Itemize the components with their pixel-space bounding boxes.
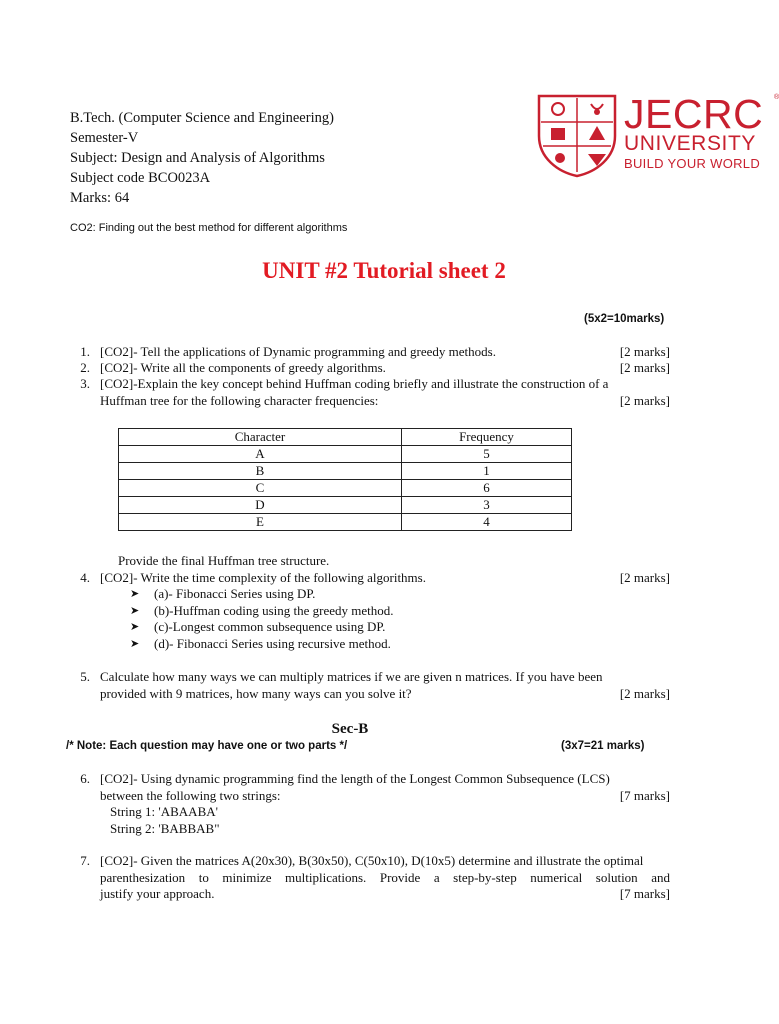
character-cell: C bbox=[119, 480, 402, 497]
string-2: String 2: 'BABBAB" bbox=[110, 820, 220, 836]
question-text-line-2: provided with 9 matrices, how many ways can you solve it? bbox=[100, 685, 412, 701]
question-text-line-1: [CO2]-Explain the key concept behind Huffman coding briefly and illustrate the construction of a bbox=[100, 376, 609, 391]
character-cell: A bbox=[119, 446, 402, 463]
arrow-bullet-icon: ➤ bbox=[130, 637, 140, 650]
arrow-bullet-icon: ➤ bbox=[130, 621, 140, 633]
question-number: 7. bbox=[80, 853, 90, 868]
subject-code: Subject code BCO023A bbox=[70, 170, 211, 186]
semester: Semester-V bbox=[70, 130, 139, 146]
frequency-cell: 3 bbox=[402, 497, 572, 514]
lcs-strings bbox=[110, 804, 220, 837]
page-title: UNIT #2 Tutorial sheet 2 bbox=[262, 258, 506, 283]
subject: Subject: Design and Analysis of Algorithms bbox=[70, 150, 325, 166]
question-number: 3. bbox=[80, 376, 90, 391]
column-header-frequency: Frequency bbox=[402, 429, 572, 446]
frequency-cell: 6 bbox=[402, 480, 572, 497]
question-marks: [2 marks] bbox=[619, 570, 670, 585]
tutorial-sheet-page: B.Tech. (Computer Science and Engineering) Semester-V Subject: Design and Analysis of Algorithms Subject code BCO023A Marks: 64 JECRC ® UNIVERSITY BUILD YOUR WORLD CO2: Finding out the best method for different algorithms UNIT #2 Tutorial sheet 2 (5x2=10marks) 1. [CO2]- Tell the applications of Dynamic programming and greedy methods. [2 marks] 2. [CO2]- Write all the components of greedy algorithms. [2 marks] 3. [CO2]-Explain the key concept behind Huffman coding briefly and illustrate the construction of a Huffman tree for the following character frequencies: [2 marks] Character Frequency A 5 B 1 C 6 D 3 E 4 Provide the final Huffman tree structure. 4. [CO2]- Write the time complexity of the following algorithms. [2 marks] ➤ (a)- Fibonacci Series using DP. ➤ (b)-Huffman coding using the greedy method. ➤ (c)-Longest common subsequence using DP. ➤ (d)- Fibonacci Series using recursive method. 5. Calculate how many ways we can multiply matrices if we are given n matrices. If you have been provided with 9 matrices, how many ways can you solve it? [2 marks] Sec-B /* Note: Each question may have one or two parts */ (3x7=21 marks) 6. [CO2]- Using dynamic programming find the length of the Longest Common Subsequence (LCS) between the following two strings: [7 marks] String 1: 'ABAABA' String 2: 'BABBAB" 7. [CO2]- Given the matrices A(20x30), B(30x50), C(50x10), D(10x5) determine and illustrate the optimal parenthesization to minimize multiplications. Provide a step-by-step numerical solution and justify your approach. [7 marks] bbox=[0, 0, 768, 1024]
column-header-character: Character bbox=[119, 429, 402, 446]
total-marks: Marks: 64 bbox=[70, 190, 130, 206]
section-a-marks: (5x2=10marks) bbox=[584, 313, 665, 325]
table-row bbox=[119, 463, 572, 480]
question-number: 4. bbox=[80, 570, 90, 585]
university-crest-icon bbox=[536, 92, 618, 178]
registered-mark: ® bbox=[774, 94, 779, 101]
question-text-line-1: [CO2]- Given the matrices A(20x30), B(30x50), C(50x10), D(10x5) determine and illustrate the optimal bbox=[100, 853, 644, 868]
question-text: [CO2]- Write the time complexity of the following algorithms. bbox=[100, 570, 426, 585]
character-cell: E bbox=[119, 514, 402, 531]
arrow-bullet-icon: ➤ bbox=[130, 604, 140, 617]
section-b-heading: Sec-B bbox=[331, 721, 369, 737]
question-number: 5. bbox=[80, 669, 90, 684]
table-row bbox=[119, 497, 572, 514]
question-number: 2. bbox=[80, 360, 90, 375]
section-b-note: /* Note: Each question may have one or two parts */ bbox=[66, 740, 348, 752]
table-row bbox=[119, 446, 572, 463]
program-name: B.Tech. (Computer Science and Engineering) bbox=[70, 110, 334, 126]
question-text: [CO2]- Write all the components of greedy algorithms. bbox=[100, 360, 386, 375]
frequency-cell: 1 bbox=[402, 463, 572, 480]
question-marks: [2 marks] bbox=[619, 685, 670, 701]
question-marks: [7 marks] bbox=[619, 886, 670, 901]
question-text-line-1: [CO2]- Using dynamic programming find the length of the Longest Common Subsequence (LCS) bbox=[100, 771, 610, 786]
logo-tagline: BUILD YOUR WORLD bbox=[624, 156, 761, 171]
question-text-line-2: parenthesization to minimize multiplications. Provide a step-by-step numerical solution and bbox=[100, 869, 670, 885]
question-number: 1. bbox=[80, 344, 90, 359]
question-marks: [2 marks] bbox=[619, 360, 670, 375]
question-text-line-3: justify your approach. bbox=[100, 886, 215, 901]
huffman-followup: Provide the final Huffman tree structure. bbox=[118, 553, 330, 568]
character-cell: D bbox=[119, 497, 402, 514]
logo-university: UNIVERSITY bbox=[624, 132, 757, 155]
table-row bbox=[119, 514, 572, 531]
string-1: String 1: 'ABAABA' bbox=[110, 804, 218, 819]
question-marks: [2 marks] bbox=[619, 344, 670, 359]
character-cell: B bbox=[119, 463, 402, 480]
arrow-bullet-icon: ➤ bbox=[130, 588, 140, 600]
frequency-cell: 5 bbox=[402, 446, 572, 463]
section-b-marks: (3x7=21 marks) bbox=[561, 740, 645, 752]
frequency-cell: 4 bbox=[402, 514, 572, 531]
table-row bbox=[119, 480, 572, 497]
jecrc-university-logo bbox=[536, 91, 779, 178]
question-text-line-2: Huffman tree for the following character frequencies: bbox=[100, 392, 379, 408]
question-marks: [2 marks] bbox=[619, 392, 670, 408]
question-text: [CO2]- Tell the applications of Dynamic programming and greedy methods. bbox=[100, 344, 496, 359]
question-text-line-2: between the following two strings: bbox=[100, 787, 281, 803]
course-info bbox=[70, 108, 334, 208]
question-text-line-1: Calculate how many ways we can multiply matrices if we are given n matrices. If you have been bbox=[100, 669, 603, 684]
logo-name: JECRC bbox=[624, 91, 764, 137]
course-outcome: CO2: Finding out the best method for different algorithms bbox=[70, 222, 348, 234]
question-marks: [7 marks] bbox=[619, 787, 670, 803]
table-header-row bbox=[119, 429, 572, 446]
question-number: 6. bbox=[80, 771, 90, 786]
character-frequency-table bbox=[118, 428, 572, 531]
